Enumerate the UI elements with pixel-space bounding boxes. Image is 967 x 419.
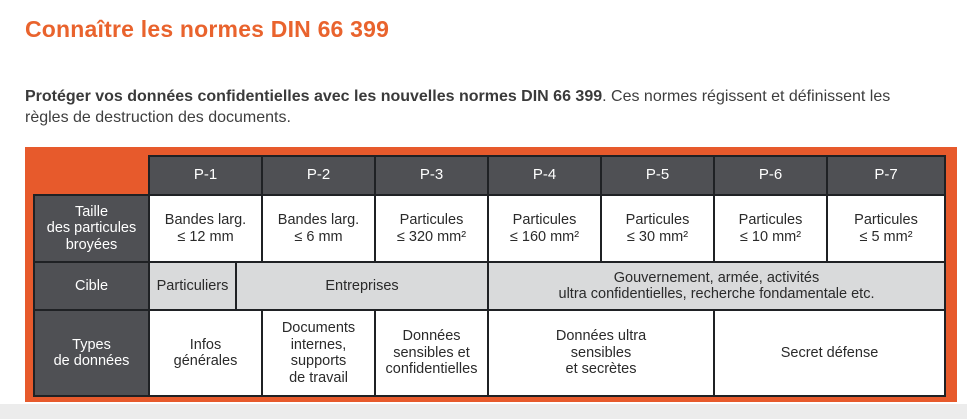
cible-gouvernement: Gouvernement, armée, activités ultra confidentielles, recherche fondamentale etc. <box>488 262 945 310</box>
row-types <box>34 310 945 396</box>
header-p3: P-3 <box>375 156 488 195</box>
intro-paragraph <box>25 86 925 128</box>
corner-blank <box>34 156 149 195</box>
types-infos: Infos générales <box>149 310 262 396</box>
taille-p1: Bandes larg. ≤ 12 mm <box>149 195 262 262</box>
types-ultra: Données ultra sensibles et secrètes <box>488 310 714 396</box>
header-p6: P-6 <box>714 156 827 195</box>
taille-p2: Bandes larg. ≤ 6 mm <box>262 195 375 262</box>
rowhead-cible: Cible <box>34 262 149 310</box>
rowhead-taille: Taille des particules broyées <box>34 195 149 262</box>
header-p2: P-2 <box>262 156 375 195</box>
cible-entreprises: Entreprises <box>236 262 488 310</box>
types-sensibles: Données sensibles et confidentielles <box>375 310 488 396</box>
types-secret: Secret défense <box>714 310 945 396</box>
types-internes: Documents internes, supports de travail <box>262 310 375 396</box>
footer-strip <box>0 404 967 419</box>
header-p7: P-7 <box>827 156 945 195</box>
row-cible <box>34 262 945 310</box>
header-p1: P-1 <box>149 156 262 195</box>
page-title: Connaître les normes DIN 66 399 <box>25 16 390 42</box>
taille-p3: Particules ≤ 320 mm² <box>375 195 488 262</box>
taille-p7: Particules ≤ 5 mm² <box>827 195 945 262</box>
taille-p6: Particules ≤ 10 mm² <box>714 195 827 262</box>
header-row <box>34 156 945 195</box>
intro-bold: Protéger vos données confidentielles avec les nouvelles normes DIN 66 399 <box>25 88 603 105</box>
header-p4: P-4 <box>488 156 601 195</box>
din-table <box>33 155 946 397</box>
taille-p5: Particules ≤ 30 mm² <box>601 195 714 262</box>
header-p5: P-5 <box>601 156 714 195</box>
rowhead-types: Types de données <box>34 310 149 396</box>
taille-p4: Particules ≤ 160 mm² <box>488 195 601 262</box>
cible-particuliers: Particuliers <box>149 262 236 310</box>
row-taille <box>34 195 945 262</box>
intro-rest: . Ces normes régissent et définissent les règles de destruction des documents. <box>25 88 891 126</box>
